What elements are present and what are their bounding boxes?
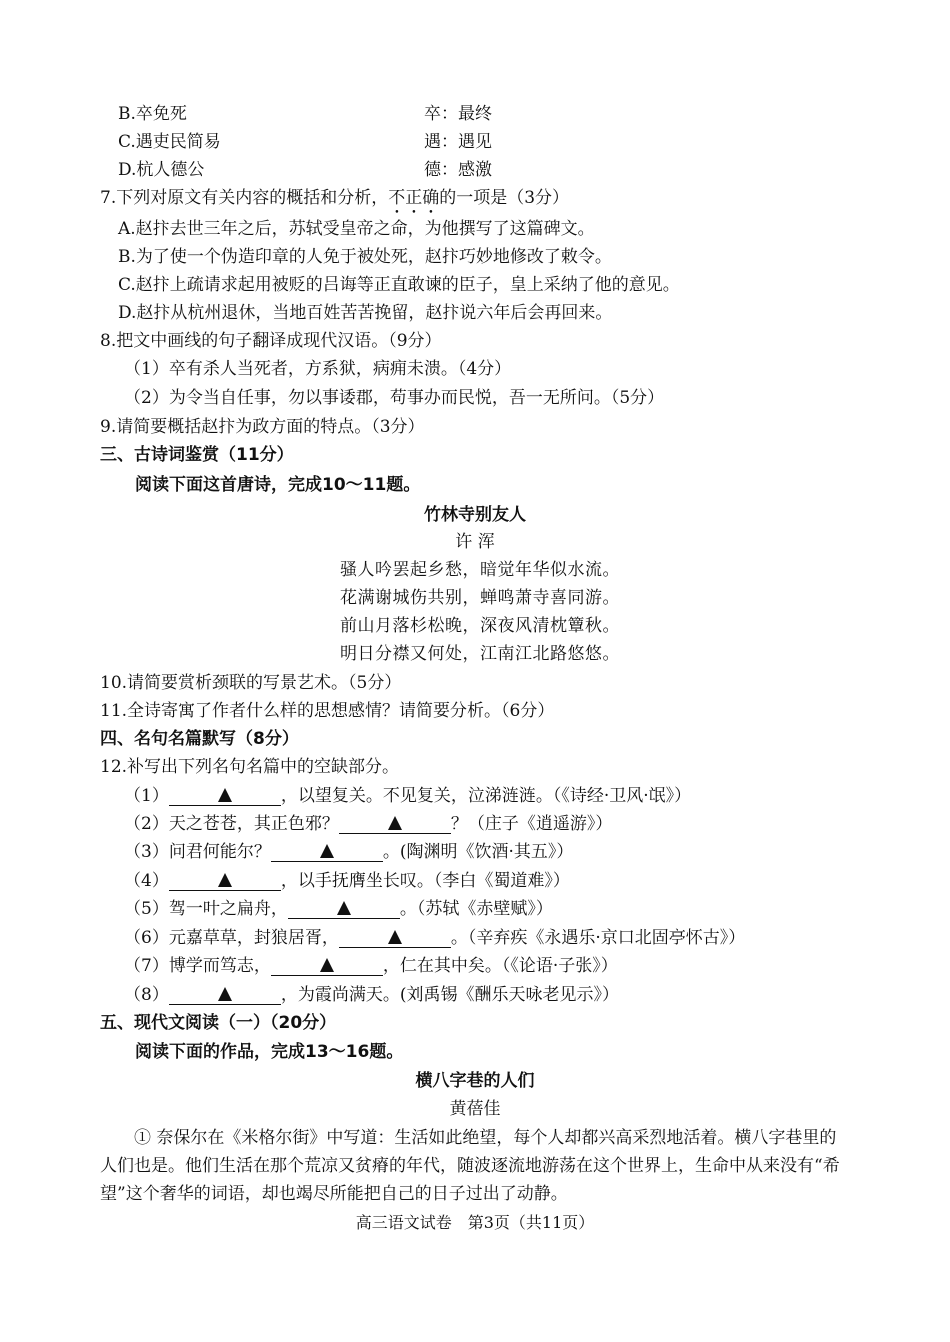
page-footer: 高三语文试卷 第3页（共11页）: [355, 1213, 595, 1232]
q12-item-3: （3）问君何能尔？ 。(陶渊明《饮酒·其五》）: [124, 842, 574, 862]
triangle-marker-icon: [218, 987, 232, 1001]
q12-stem: 12.补写出下列名句名篇中的空缺部分。: [100, 757, 400, 777]
triangle-marker-icon: [388, 816, 402, 830]
section3-heading: 三、古诗词鉴赏（11分）: [100, 445, 294, 465]
poem-line-1: 骚人吟罢起乡愁，暗觉年华似水流。: [340, 560, 620, 580]
q10-stem: 10.请简要赏析颈联的写景艺术。（5分）: [100, 673, 402, 693]
q12-item-1: （1） ，以望复关。不见复关，泣涕涟涟。（《诗经·卫风·氓》）: [124, 786, 692, 806]
triangle-marker-icon: [218, 873, 232, 887]
triangle-marker-icon: [337, 901, 351, 915]
q8-item-1: （1）卒有杀人当死者，方系狱，病痈未溃。（4分）: [124, 359, 512, 379]
answer-blank[interactable]: [271, 841, 383, 862]
q6-option-b: B.卒免死: [118, 104, 187, 124]
answer-blank[interactable]: [271, 955, 383, 976]
q7-emphasis: 不正确: [388, 188, 440, 208]
poem-line-2: 花满谢城伤共别，蝉鸣萧寺喜同游。: [340, 588, 620, 608]
q9-stem: 9.请简要概括赵抃为政方面的特点。（3分）: [100, 417, 425, 437]
article-title: 横八字巷的人们: [415, 1071, 535, 1091]
q7-stem: 7.下列对原文有关内容的概括和分析，不正确的一项是（3分）: [100, 188, 570, 208]
q6-gloss-c: 遇：遇见: [424, 132, 492, 152]
triangle-marker-icon: [218, 788, 232, 802]
q6-gloss-b: 卒：最终: [424, 104, 492, 124]
triangle-marker-icon: [388, 930, 402, 944]
q7-option-c: C.赵抃上疏请求起用被贬的吕诲等正直敢谏的臣子，皇上采纳了他的意见。: [118, 275, 680, 295]
q6-option-c: C.遇吏民简易: [118, 132, 221, 152]
q7-option-d: D.赵抃从杭州退休，当地百姓苦苦挽留，赵抃说六年后会再回来。: [118, 303, 613, 323]
article-author: 黄蓓佳: [449, 1099, 501, 1119]
article-paragraph-1: ① 奈保尔在《米格尔街》中写道：生活如此绝望，每个人却都兴高采烈地活着。横八字巷里的人们也是。他们生活在那个荒凉又贫瘠的年代，随波逐流地游荡在这个世界上，生命中从来没有“希望”这个奢华的词语，却也竭尽所能把自己的日子过出了动静。: [100, 1128, 840, 1204]
answer-blank[interactable]: [339, 813, 451, 834]
section3-intro: 阅读下面这首唐诗，完成10～11题。: [135, 475, 421, 495]
q12-item-8: （8） ，为霞尚满天。(刘禹锡《酬乐天咏老见示》）: [124, 985, 619, 1005]
q8-stem: 8.把文中画线的句子翻译成现代汉语。（9分）: [100, 331, 442, 351]
q8-item-2: （2）为令当自任事，勿以事诿郡，苟事办而民悦，吾一无所问。（5分）: [124, 388, 665, 408]
q12-item-4: （4） ，以手抚膺坐长叹。（李白《蜀道难》）: [124, 871, 570, 891]
q12-item-2: （2）天之苍苍，其正色邪？ ？（庄子《逍遥游》）: [124, 814, 613, 834]
answer-blank[interactable]: [169, 984, 281, 1005]
section5-heading: 五、现代文阅读（一）（20分）: [100, 1013, 337, 1033]
triangle-marker-icon: [320, 844, 334, 858]
q7-option-a: A.赵抃去世三年之后，苏轼受皇帝之命，为他撰写了这篇碑文。: [118, 219, 595, 239]
section4-heading: 四、名句名篇默写（8分）: [100, 729, 299, 749]
poem-line-3: 前山月落杉松晚，深夜风清枕簟秋。: [340, 616, 620, 636]
q12-item-6: （6）元嘉草草，封狼居胥， 。（辛弃疾《永遇乐·京口北固亭怀古》）: [124, 928, 746, 948]
answer-blank[interactable]: [169, 785, 281, 806]
q12-item-7: （7）博学而笃志， ，仁在其中矣。（《论语·子张》）: [124, 956, 618, 976]
poem-line-4: 明日分襟又何处，江南江北路悠悠。: [340, 644, 620, 664]
answer-blank[interactable]: [339, 927, 451, 948]
q12-item-5: （5）驾一叶之扁舟， 。（苏轼《赤壁赋》）: [124, 899, 553, 919]
q6-gloss-d: 德：感激: [424, 160, 492, 180]
section5-intro: 阅读下面的作品，完成13～16题。: [135, 1042, 404, 1062]
triangle-marker-icon: [320, 958, 334, 972]
answer-blank[interactable]: [169, 870, 281, 891]
poem-author: 许 浑: [455, 532, 495, 552]
q6-option-d: D.杭人德公: [118, 160, 205, 180]
answer-blank[interactable]: [288, 898, 400, 919]
q11-stem: 11.全诗寄寓了作者什么样的思想感情？请简要分析。（6分）: [100, 701, 555, 721]
q7-option-b: B.为了使一个伪造印章的人免于被处死，赵抃巧妙地修改了敕令。: [118, 247, 612, 267]
poem-title: 竹林寺别友人: [424, 505, 526, 525]
